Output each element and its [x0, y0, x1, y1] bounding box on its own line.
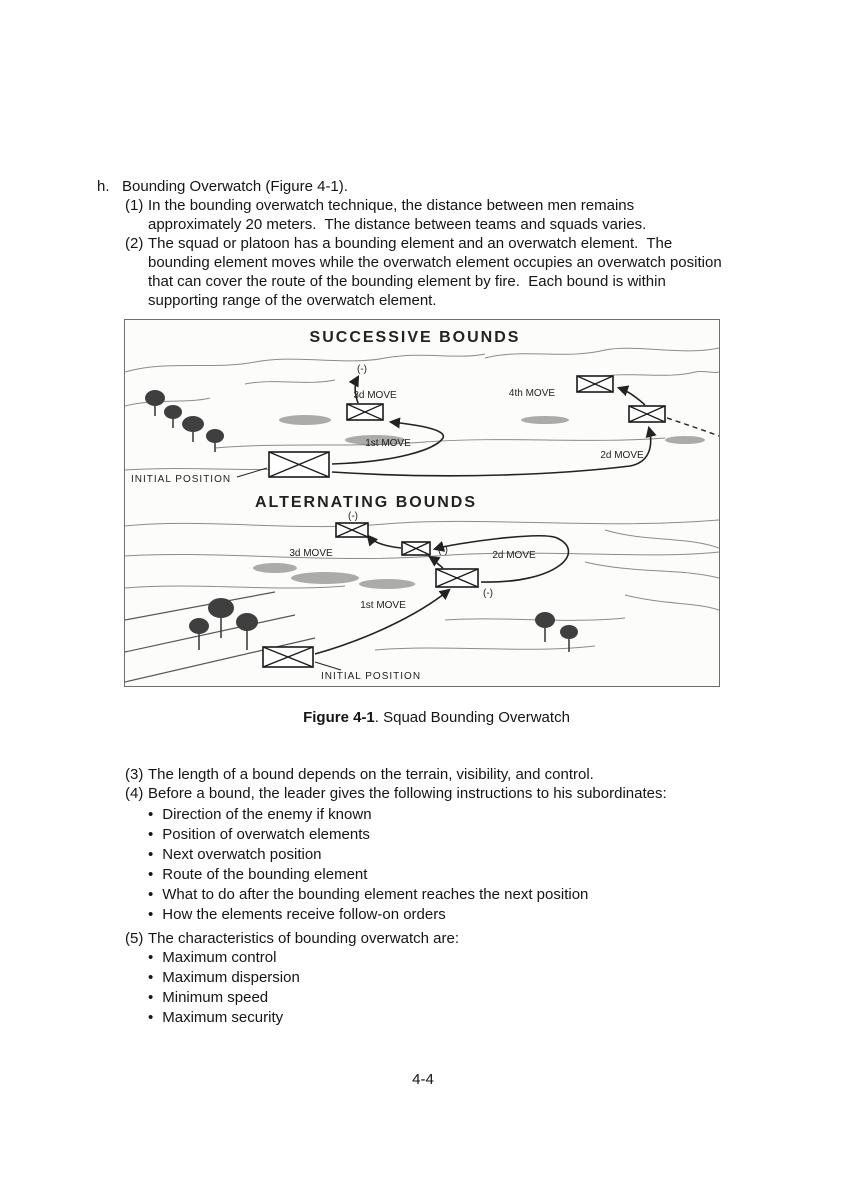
list-item: • Next overwatch position [148, 845, 751, 865]
minus-label-bottom-3: (-) [483, 588, 493, 599]
infantry-unit-symbol-initial-top [269, 452, 329, 477]
infantry-unit-symbol-overwatch-center [436, 569, 478, 587]
paragraph-5-text: The characteristics of bounding overwatch are: [148, 930, 459, 947]
infantry-unit-symbol-overwatch-a [577, 376, 613, 392]
paragraph-2-text: The squad or platoon has a bounding element and an overwatch element. The bounding element moves while the overwatch element occupies an overwatch position that can cover the route of the bounding element by fire. Each bound is within supporting range of the overwatch element. [148, 235, 726, 309]
infantry-unit-symbol-overwatch-b [629, 406, 665, 422]
move-1st-label-top: 1st MOVE [365, 438, 411, 449]
paragraph-3-text: The length of a bound depends on the terrain, visibility, and control. [148, 766, 594, 783]
list-item: • What to do after the bounding element reaches the next position [148, 885, 751, 905]
list-item: • How the elements receive follow-on orders [148, 905, 751, 925]
successive-bounds-title: SUCCESSIVE BOUNDS [309, 329, 521, 346]
paragraph-4-number: (4) [125, 785, 144, 802]
paragraph-2 [125, 234, 751, 310]
section-body [122, 177, 751, 1028]
section-title: Bounding Overwatch (Figure 4-1). [122, 178, 348, 195]
move-3d-label-bottom: 3d MOVE [289, 548, 333, 559]
list-item: • Route of the bounding element [148, 865, 751, 885]
minus-label-top: (-) [357, 364, 367, 375]
characteristics-bullet-list [148, 948, 751, 1028]
move-3d-label-top: 3d MOVE [353, 390, 397, 401]
figure-caption-label: Figure 4-1 [303, 709, 375, 726]
move-2d-label-bottom: 2d MOVE [492, 550, 536, 561]
paragraph-5 [125, 929, 751, 948]
initial-position-label-top: INITIAL POSITION [131, 474, 232, 485]
paragraph-4 [125, 784, 751, 803]
list-item: • Position of overwatch elements [148, 825, 751, 845]
successive-bounds-section [125, 329, 719, 485]
alternating-bounds-title: ALTERNATING BOUNDS [254, 494, 478, 511]
move-2d-label-top: 2d MOVE [600, 450, 644, 461]
page-number: 4-4 [412, 1071, 434, 1088]
list-item: • Maximum security [148, 1008, 751, 1028]
paragraph-2-number: (2) [125, 235, 144, 252]
instructions-bullet-list [148, 805, 751, 925]
infantry-unit-symbol-initial-bottom [263, 647, 313, 667]
move-4th-label-top: 4th MOVE [508, 388, 556, 399]
paragraph-3-number: (3) [125, 766, 144, 783]
section-letter: h. [97, 178, 110, 195]
paragraph-3 [125, 765, 751, 784]
paragraph-1-text: In the bounding overwatch technique, the distance between men remains approximately 20 meters. The distance between teams and squads varies. [148, 197, 647, 233]
infantry-unit-symbol-3d-position [336, 523, 368, 537]
list-item: • Minimum speed [148, 988, 751, 1008]
list-item: • Maximum dispersion [148, 968, 751, 988]
paragraph-5-number: (5) [125, 930, 144, 947]
paragraph-4-text: Before a bound, the leader gives the following instructions to his subordinates: [148, 785, 667, 802]
bounding-overwatch-diagram [125, 320, 719, 686]
alternating-bounds-section [125, 494, 719, 682]
minus-label-bottom-2: (-) [438, 545, 448, 556]
figure-4-1 [124, 319, 720, 687]
list-item: • Maximum control [148, 948, 751, 968]
paragraph-1-number: (1) [125, 197, 144, 214]
list-item: • Direction of the enemy if known [148, 805, 751, 825]
infantry-unit-symbol-3d-move [347, 404, 383, 420]
minus-label-bottom-1: (-) [348, 511, 358, 522]
initial-position-label-bottom: INITIAL POSITION [320, 671, 422, 682]
move-1st-label-bottom: 1st MOVE [360, 600, 406, 611]
paragraph-1 [125, 196, 751, 234]
figure-caption-text: . Squad Bounding Overwatch [374, 709, 570, 726]
figure-caption [122, 708, 751, 727]
infantry-unit-symbol-2d-position [402, 542, 430, 555]
section-h [97, 177, 751, 1028]
